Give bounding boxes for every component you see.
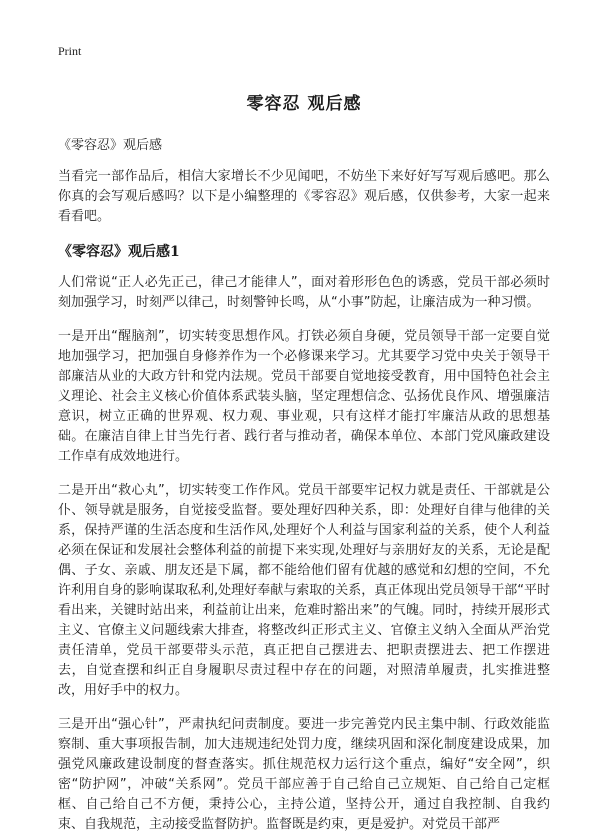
body-paragraph-3: 二是开出“救心丸”，切实转变工作作风。党员干部要牢记权力就是责任、干部就是公仆、领导就是服务，自觉接受监督。要处理好四种关系，即：处理好自律与他律的关系，保持严谨的生活态度和生活作风,处理好个人利益与国家利益的关系，使个人利益必须在保证和发展社会整体利益的前提下来实现,处理好与亲朋好友的关系，无论是配偶、子女、亲戚、朋友还是下属，都不能给他们留有优越的感觉和幻想的空间，不允许利用自身的影响谋取私利,处理好奉献与索取的关系，真正体现出党员领导干部“平时看出来，关键时站出来，利益前让出来，危难时豁出来”的气魄。同时，持续开展形式主义、官僚主义问题线索大排查，将整改纠正形式主义、官僚主义纳入全面从严治党责任清单，党员干部要带头示范，真正把自己摆进去、把职责摆进去、把工作摆进去，自觉查摆和纠正自身履职尽责过程中存在的问题，对照清单履责，扎实推进整改，用好手中的权力。 (58, 483, 550, 698)
body-paragraph-4: 三是开出“强心针”，严肃执纪问责制度。要进一步完善党内民主集中制、行政效能监察制、重大事项报告制，加大违规违纪处罚力度，继续巩固和深化制度建设成果，加强党风廉政建设制度的督查落实。抓住规范权力运行这个重点，编好“安全网”，织密“防护网”，冲破“关系网”。党员干部应善于自己给自己立规矩、自己给自己定框框、自己给自己不方便，秉持公心，主持公道，坚持公开，通过自我控制、自我约束、自我规范，主动接受监督防护。监督既是约束，更是爱护。对党员干部严 (58, 717, 550, 832)
intro-paragraph: 当看完一部作品后，相信大家增长不少见闻吧，不妨坐下来好好写写观后感吧。那么你真的会写观后感吗？以下是小编整理的《零容忍》观后感，仅供参考，大家一起来看看吧。 (58, 169, 550, 224)
document-title: 零容忍 观后感 (246, 94, 362, 114)
section-heading: 《零容忍》观后感1 (58, 244, 180, 260)
body-paragraph-1: 人们常说“正人必先正己，律己才能律人”，面对着形形色色的诱惑，党员干部必须时刻加强学习，时刻严以律己，时刻警钟长鸣，从“小事”防起，让廉洁成为一种习惯。 (58, 275, 550, 310)
print-link[interactable]: Print (58, 44, 82, 58)
document-subtitle: 《零容忍》观后感 (58, 138, 163, 153)
body-paragraph-2: 一是开出“醒脑剂”，切实转变思想作风。打铁必须自身硬，党员领导干部一定要自觉地加强学习，把加强自身修养作为一个必修课来学习。尤其要学习党中央关于领导干部廉洁从业的大政方针和党内法规。党员干部要自觉地接受教育，用中国特色社会主义理论、社会主义核心价值体系武装头脑，坚定理想信念、弘扬优良作风、增强廉洁意识，树立正确的世界观、权力观、事业观，只有这样才能打牢廉洁从政的思想基础。在廉洁自律上甘当先行者、践行者与推动者，确保本单位、本部门党风廉政建设工作卓有成效地进行。 (58, 329, 550, 464)
